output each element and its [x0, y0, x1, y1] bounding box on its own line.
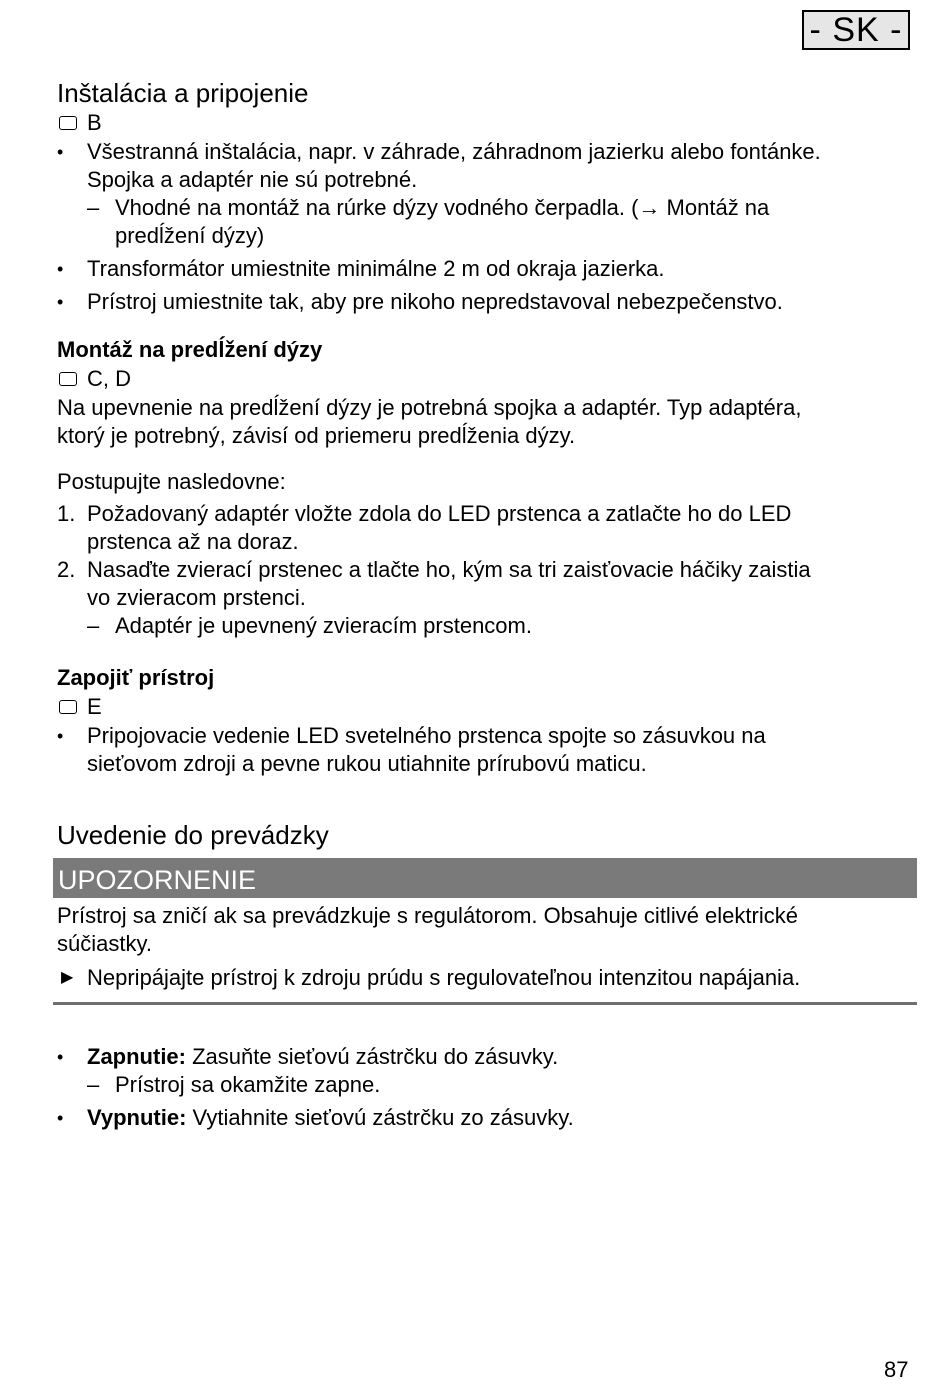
- figure-reference-label: E: [87, 694, 102, 719]
- list-item: [57, 500, 917, 556]
- switch-on-label: Zapnutie:: [87, 1044, 186, 1069]
- warning-text: [57, 902, 917, 958]
- list-item-text: prstenca až na doraz.: [87, 529, 299, 554]
- book-icon: [59, 700, 77, 714]
- section-connect: [57, 664, 917, 778]
- list-item: [57, 288, 917, 316]
- operation-list: [57, 1043, 917, 1132]
- list-item-text: Požadovaný adaptér vložte zdola do LED prstenca a zatlačte ho do LED: [87, 501, 792, 526]
- book-icon: [59, 116, 77, 130]
- warning-label: UPOZORNENIE: [58, 865, 257, 895]
- list-item-text: • Transformátor umiestnite minimálne 2 m od okraja jazierka.: [87, 256, 665, 281]
- dash-marker: –: [87, 1072, 100, 1097]
- dash-marker: –: [87, 613, 100, 638]
- list-item: [57, 255, 917, 283]
- list-item-text: [87, 1104, 917, 1132]
- sub-list-item: [87, 612, 917, 640]
- list-item: [57, 1043, 917, 1099]
- figure-reference: [57, 108, 917, 138]
- section-title-operation: Uvedenie do prevádzky: [57, 820, 329, 850]
- switch-off-label: Vypnutie:: [87, 1105, 187, 1130]
- section-title-installation: Inštalácia a pripojenie: [57, 78, 309, 108]
- paragraph: [57, 394, 917, 450]
- list-item-text: vo zvieracom prstenci.: [87, 585, 306, 610]
- section-installation: [57, 78, 917, 316]
- divider: [53, 1002, 917, 1005]
- list-item-text: sieťovom zdroji a pevne rukou utiahnite prírubovú maticu.: [87, 751, 647, 776]
- list-item-text: • Všestranná inštalácia, napr. v záhrade, záhradnom jazierku alebo fontánke.: [87, 139, 821, 164]
- sub-list-item-text: Adaptér je upevnený zvieracím prstencom.: [115, 613, 532, 638]
- book-icon: [59, 372, 77, 386]
- paragraph-line: ktorý je potrebný, závisí od priemeru predĺženia dýzy.: [57, 423, 576, 448]
- list-item-text: • Pripojovacie vedenie LED svetelného prstenca spojte so zásuvkou na: [87, 723, 766, 748]
- paragraph-line: Na upevnenie na predĺžení dýzy je potrebná spojka a adaptér. Typ adaptéra,: [57, 395, 802, 420]
- list-item: [57, 138, 917, 250]
- step-number: 1.: [57, 501, 76, 526]
- warning-text-line: súčiastky.: [57, 931, 152, 956]
- installation-list: [57, 138, 917, 316]
- figure-reference: [57, 692, 917, 722]
- sub-list-item: [87, 1071, 917, 1099]
- sub-list-item: [87, 194, 917, 250]
- warning-banner: [53, 858, 917, 898]
- list-item: [57, 556, 917, 640]
- triangle-right-icon: ▶: [61, 969, 74, 986]
- connect-list: [57, 722, 917, 778]
- page-number: 87: [884, 1357, 909, 1382]
- sub-list-item-text: Vhodné na montáž na rúrke dýzy vodného čerpadla. (→ Montáž na: [115, 195, 770, 220]
- sub-list-item-text: predĺžení dýzy): [115, 223, 265, 248]
- page-content: [57, 78, 917, 1137]
- list-item: [57, 1104, 917, 1132]
- steps-list: [57, 500, 917, 640]
- section-title-mounting: Montáž na predĺžení dýzy: [57, 337, 323, 362]
- section-title-connect: Zapojiť prístroj: [57, 665, 215, 690]
- list-item-text: • Prístroj umiestnite tak, aby pre nikoho nepredstavoval nebezpečenstvo.: [87, 289, 783, 314]
- warning-text-line: Prístroj sa zničí ak sa prevádzkuje s regulátorom. Obsahuje citlivé elektrické: [57, 903, 798, 928]
- step-number: 2.: [57, 557, 76, 582]
- list-item-text: Spojka a adaptér nie sú potrebné.: [87, 167, 418, 192]
- sub-list-item-text: Prístroj sa okamžite zapne.: [115, 1072, 381, 1097]
- language-badge: - SK -: [802, 10, 910, 50]
- figure-reference-label: B: [87, 110, 102, 135]
- figure-reference-label: C, D: [87, 366, 131, 391]
- list-item: [57, 722, 917, 778]
- figure-reference: [57, 364, 917, 394]
- section-operation: [57, 820, 917, 1132]
- list-item-text: Nasaďte zvierací prstenec a tlačte ho, kým sa tri zaisťovacie háčiky zaistia: [87, 557, 811, 582]
- switch-on-text: Zasuňte sieťovú zástrčku do zásuvky.: [186, 1044, 559, 1069]
- proceed-text: Postupujte nasledovne:: [57, 469, 286, 494]
- section-mounting: [57, 336, 917, 640]
- list-item-text: [87, 1043, 917, 1071]
- switch-off-text: Vytiahnite sieťovú zástrčku zo zásuvky.: [186, 1105, 574, 1130]
- dash-marker: –: [87, 195, 100, 220]
- warning-action-text: Nepripájajte prístroj k zdroju prúdu s regulovateľnou intenzitou napájania.: [87, 965, 801, 990]
- warning-action: [57, 964, 917, 992]
